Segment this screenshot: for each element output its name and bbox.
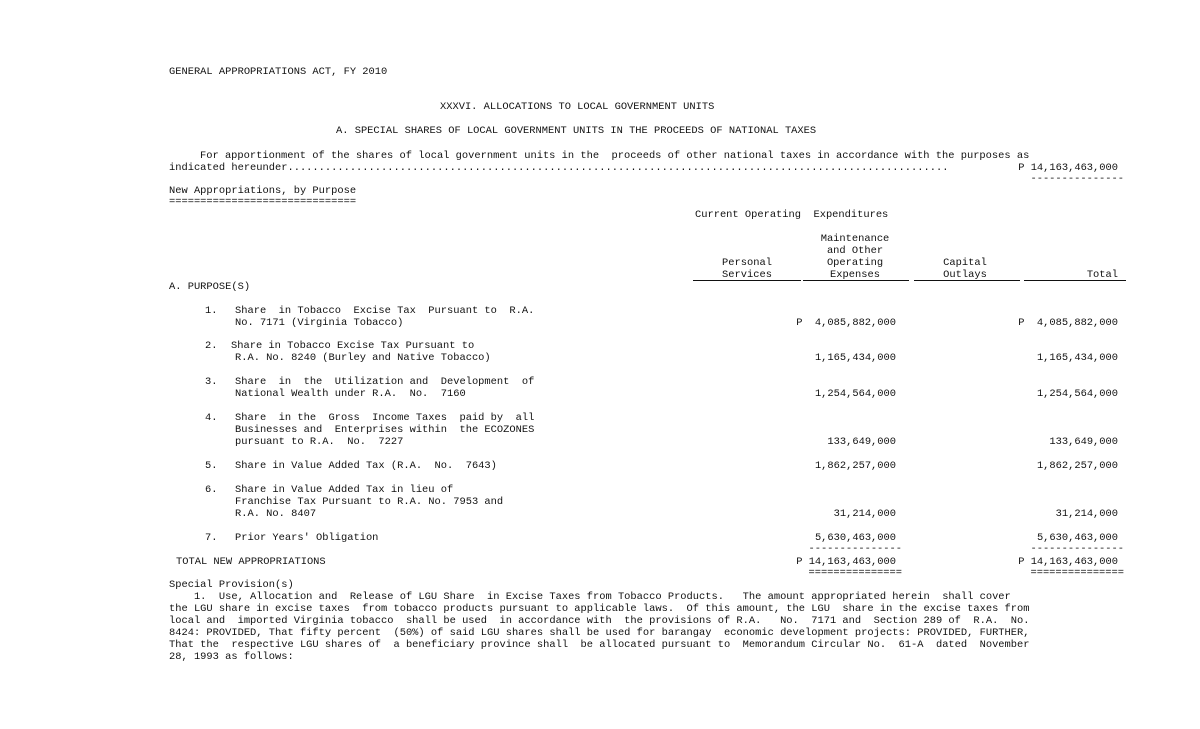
row-description: Share in Value Added Tax in lieu of [235,484,454,496]
intro-amount: P 14,163,463,000 [1018,162,1118,174]
row-total-amount: 1,165,434,000 [1036,352,1118,364]
total-double-rule: =============== [808,567,902,579]
row-total-amount: 1,862,257,000 [1036,460,1118,472]
purpose-label: A. PURPOSE(S) [169,281,251,293]
subtotal-dash-rule: --------------- [808,543,902,555]
total-total-amount: P 14,163,463,000 [1018,556,1118,568]
special-provisions-line: That the respective LGU shares of a beneficiary province shall be allocated pursuant to Memorandum Circular No. 61-A dated November [169,639,1030,651]
row-total-amount: 133,649,000 [1049,436,1118,448]
column-group-header: Current Operating Expenditures [695,209,889,221]
row-mooe-amount: 1,862,257,000 [814,460,896,472]
header-underline [1024,280,1126,281]
row-total-amount: 1,254,564,000 [1036,388,1118,400]
intro-text-line: For apportionment of the shares of local government units in the proceeds of other national taxes in accordance with the purposes as [200,150,1030,162]
document-header: GENERAL APPROPRIATIONS ACT, FY 2010 [169,66,388,78]
row-mooe-amount: 5,630,463,000 [814,532,896,544]
new-appropriations-underline: ============================== [169,196,357,208]
row-total-amount: P 4,085,882,000 [1018,317,1118,329]
row-description: R.A. No. 8240 (Burley and Native Tobacco) [235,352,491,364]
row-description: National Wealth under R.A. No. 7160 [235,388,466,400]
row-number: 5. [205,460,218,472]
row-total-amount: 5,630,463,000 [1036,532,1118,544]
row-description: Share in the Gross Income Taxes paid by all [235,412,535,424]
row-mooe-amount: 1,165,434,000 [814,352,896,364]
row-mooe-amount: P 4,085,882,000 [796,317,896,329]
row-mooe-amount: 31,214,000 [833,508,896,520]
row-number: 3. [205,376,218,388]
intro-text-line: indicated hereunder.......................................................................................................... [169,162,949,174]
row-number: 7. [205,532,218,544]
row-description: No. 7171 (Virginia Tobacco) [235,317,404,329]
row-mooe-amount: 1,254,564,000 [814,388,896,400]
special-provisions-line: 1. Use, Allocation and Release of LGU Share in Excise Taxes from Tobacco Products. The amount appropriated herein shall cover [169,591,1011,603]
row-description: Share in Value Added Tax (R.A. No. 7643) [235,460,497,472]
section-title: XXXVI. ALLOCATIONS TO LOCAL GOVERNMENT UNITS [440,101,715,113]
subtotal-dash-rule: --------------- [1030,543,1124,555]
row-description: R.A. No. 8407 [235,508,317,520]
row-description: Share in Tobacco Excise Tax Pursuant to [231,340,475,352]
row-description: Share in the Utilization and Development of [235,376,535,388]
row-description: Franchise Tax Pursuant to R.A. No. 7953 and [235,496,504,508]
row-number: 1. [205,305,218,317]
row-number: 4. [205,412,218,424]
intro-amount-rule: --------------- [1030,173,1124,185]
row-description: Share in Tobacco Excise Tax Pursuant to R.A. [235,305,535,317]
special-provisions-line: local and imported Virginia tobacco shall be used in accordance with the provisions of R.A. No. 7171 and Section 289 of R.A. No. [169,615,1030,627]
row-description: Businesses and Enterprises within the ECOZONES [235,424,535,436]
section-subtitle: A. SPECIAL SHARES OF LOCAL GOVERNMENT UNITS IN THE PROCEEDS OF NATIONAL TAXES [336,125,817,137]
header-underline [693,280,801,281]
total-label: TOTAL NEW APPROPRIATIONS [176,556,326,568]
header-underline [914,280,1020,281]
row-number: 6. [205,484,218,496]
special-provisions-line: 28, 1993 as follows: [169,651,294,663]
total-mooe-amount: P 14,163,463,000 [796,556,896,568]
special-provisions-line: the LGU share in excise taxes from tobacco products pursuant to applicable laws. Of this amount, the LGU share in the excise taxes from [169,603,1030,615]
column-header-total: Total [1086,269,1118,281]
special-provisions-line: 8424: PROVIDED, That fifty percent (50%) of said LGU shares shall be used for barangay economic development projects: PROVIDED, FURTHER, [169,627,1030,639]
row-total-amount: 31,214,000 [1055,508,1118,520]
total-double-rule: =============== [1030,567,1124,579]
new-appropriations-label: New Appropriations, by Purpose [169,185,357,197]
header-underline [803,280,909,281]
row-mooe-amount: 133,649,000 [827,436,896,448]
special-provisions-heading: Special Provision(s) [169,579,294,591]
row-number: 2. [205,340,218,352]
row-description: pursuant to R.A. No. 7227 [235,436,404,448]
row-description: Prior Years' Obligation [235,532,379,544]
